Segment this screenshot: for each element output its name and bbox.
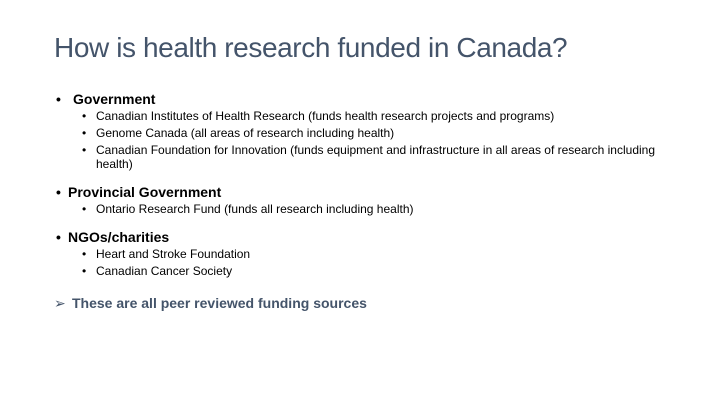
section-heading bbox=[54, 228, 674, 246]
bullet-icon: • bbox=[56, 91, 61, 107]
slide-title: How is health research funded in Canada? bbox=[54, 32, 568, 63]
bullet-icon: • bbox=[82, 109, 87, 123]
list-item-text: Genome Canada (all areas of research including health) bbox=[96, 126, 395, 140]
list-item bbox=[54, 264, 674, 278]
section-heading-text: Provincial Government bbox=[68, 184, 222, 200]
bullet-icon: • bbox=[82, 264, 87, 278]
section-heading bbox=[54, 183, 674, 201]
section-government bbox=[54, 90, 674, 171]
bullet-icon: • bbox=[82, 202, 87, 216]
section-provincial-government bbox=[54, 183, 674, 216]
list-item bbox=[54, 247, 674, 261]
list-item bbox=[54, 202, 674, 216]
list-item-text: Canadian Foundation for Innovation (funds equipment and infrastructure in all areas of research including health) bbox=[96, 143, 656, 171]
section-items bbox=[54, 109, 674, 171]
bullet-icon: • bbox=[82, 247, 87, 261]
slide-body bbox=[54, 90, 674, 312]
conclusion bbox=[54, 294, 674, 312]
section-items bbox=[54, 202, 674, 216]
list-item-text: Heart and Stroke Foundation bbox=[96, 247, 251, 261]
list-item-text: Canadian Institutes of Health Research (funds health research projects and programs) bbox=[96, 109, 555, 123]
list-item bbox=[54, 109, 674, 123]
list-item bbox=[54, 143, 674, 171]
list-item-text: Ontario Research Fund (funds all research including health) bbox=[96, 202, 414, 216]
section-heading-text: Government bbox=[73, 91, 156, 107]
bullet-icon: • bbox=[56, 229, 61, 245]
section-items bbox=[54, 247, 674, 278]
bullet-icon: • bbox=[56, 184, 61, 200]
list-item-text: Canadian Cancer Society bbox=[96, 264, 233, 278]
section-ngos-charities bbox=[54, 228, 674, 278]
conclusion-text: These are all peer reviewed funding sources bbox=[72, 295, 367, 311]
section-heading bbox=[54, 90, 674, 108]
bullet-icon: • bbox=[82, 143, 87, 157]
bullet-icon: • bbox=[82, 126, 87, 140]
list-item bbox=[54, 126, 674, 140]
section-heading-text: NGOs/charities bbox=[68, 229, 170, 245]
arrow-bullet-icon: ➢ bbox=[54, 295, 66, 311]
